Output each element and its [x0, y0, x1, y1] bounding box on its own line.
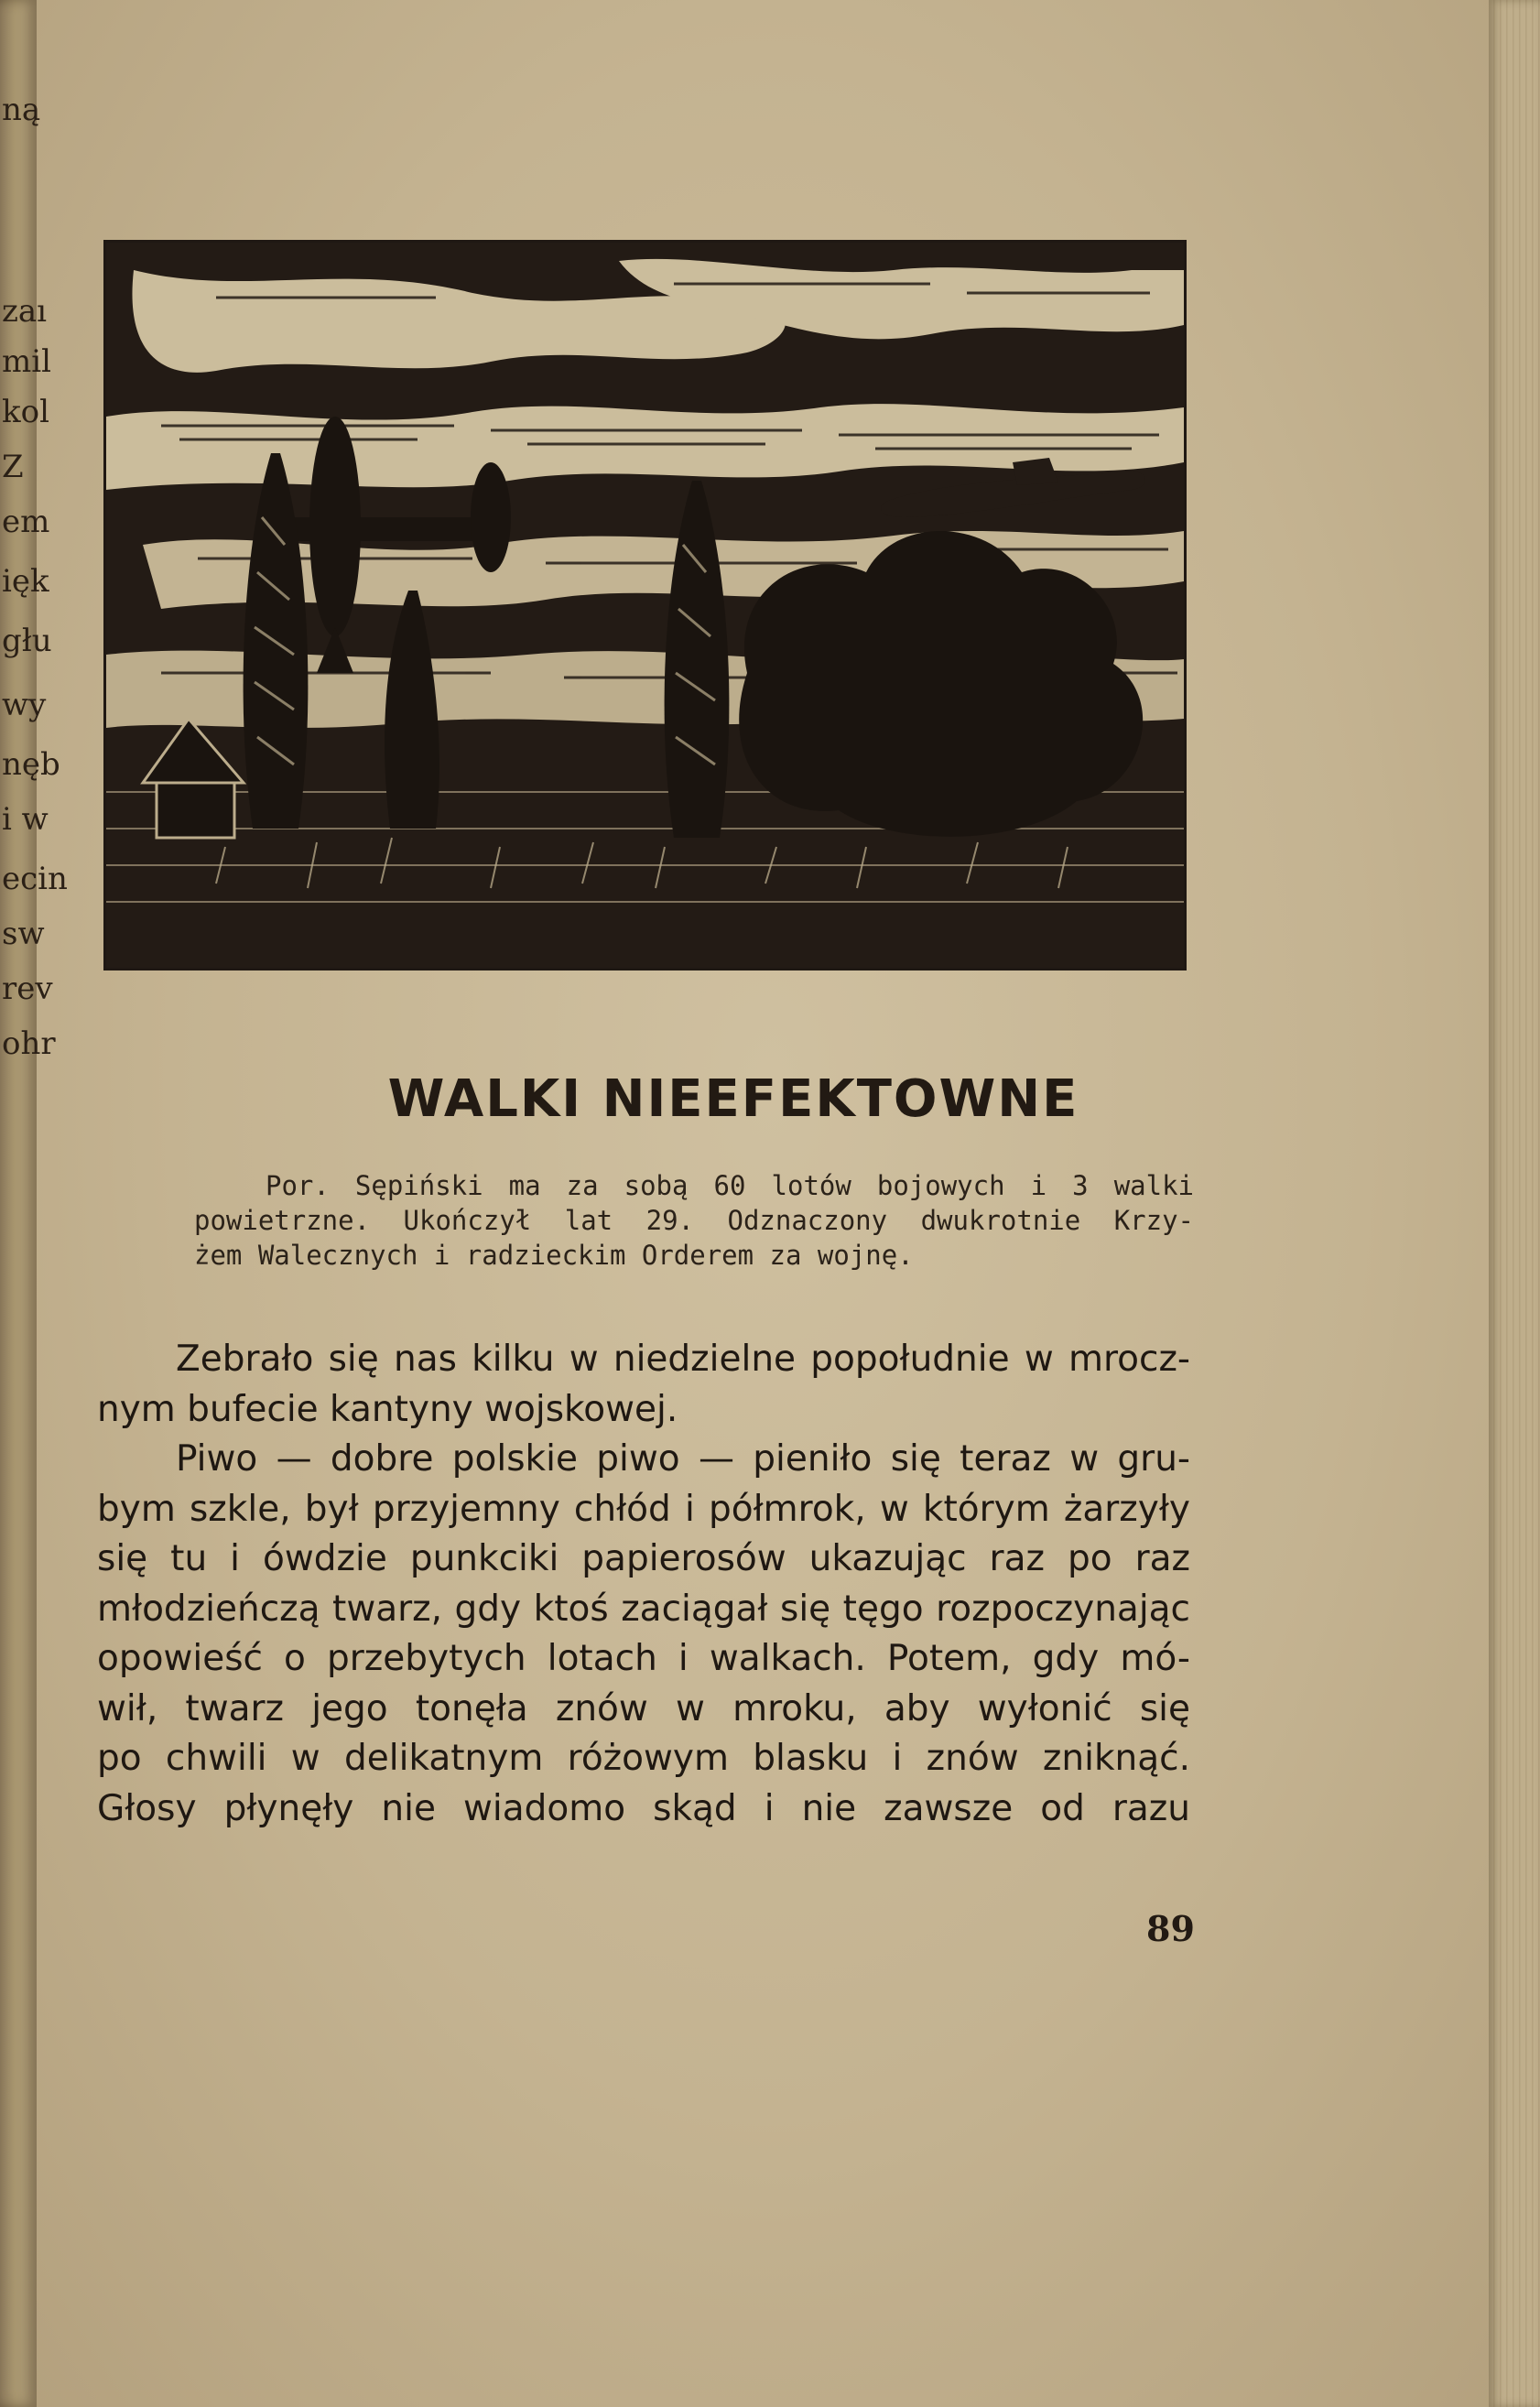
book-page-edges: [1489, 0, 1540, 2407]
prev-page-fragment: kol: [2, 394, 49, 430]
prev-page-fragment: sw: [2, 916, 45, 952]
prev-page-fragment: mil: [2, 343, 51, 380]
body-line: wił, twarz jego tonęła znów w mroku, aby wyłonić się: [97, 1687, 1190, 1729]
body-line: bym szkle, był przyjemny chłód i półmrok, w którym żarzyły: [97, 1488, 1190, 1530]
chapter-title: WALKI NIEEFEKTOWNE: [387, 1069, 1079, 1129]
prev-page-fragment: nęb: [2, 746, 60, 783]
prev-page-fragment: ną: [2, 92, 41, 128]
previous-page-edge: [0, 0, 68, 2407]
prev-page-fragment: zaı: [2, 293, 48, 330]
prev-page-fragment: Z: [2, 449, 24, 485]
body-text: [97, 1335, 1190, 1834]
prev-page-fragment: em: [2, 504, 50, 540]
body-line: młodzieńczą twarz, gdy ktoś zaciągał się tęgo rozpoczynając: [97, 1588, 1190, 1630]
body-line: się tu i ówdzie punkciki papierosów ukazując raz po raz: [97, 1538, 1190, 1579]
body-line: po chwili w delikatnym różowym blasku i znów zniknąć.: [97, 1738, 1190, 1779]
prev-page-fragment: rev: [2, 970, 53, 1007]
body-line: Piwo — dobre polskie piwo — pieniło się teraz w gru-: [176, 1438, 1190, 1480]
woodcut-illustration: [103, 240, 1187, 970]
prev-page-fragment: ohr: [2, 1025, 56, 1062]
prev-page-fragment: wy: [2, 687, 47, 723]
epigraph: [194, 1168, 1194, 1273]
woodcut-planes-over-trees: [106, 243, 1184, 968]
prev-page-fragment: ięk: [2, 563, 49, 600]
prev-page-fragment: ecin: [2, 861, 68, 897]
prev-page-fragment: głu: [2, 623, 52, 659]
page-number: 89: [1146, 1908, 1195, 1949]
body-line: opowieść o przebytych lotach i walkach. Potem, gdy mó-: [97, 1638, 1190, 1679]
epigraph-line: powietrzne. Ukończył lat 29. Odznaczony dwukrotnie Krzy-: [194, 1205, 1194, 1236]
prev-page-fragment: i w: [2, 801, 49, 838]
epigraph-line: Por. Sępiński ma za sobą 60 lotów bojowych i 3 walki: [266, 1170, 1194, 1201]
epigraph-line: żem Walecznych i radzieckim Orderem za wojnę.: [194, 1240, 914, 1271]
body-line: Głosy płynęły nie wiadomo skąd i nie zawsze od razu: [97, 1787, 1190, 1829]
body-line: Zebrało się nas kilku w niedzielne popołudnie w mrocz-: [176, 1339, 1190, 1380]
body-line: nym bufecie kantyny wojskowej.: [97, 1388, 678, 1430]
